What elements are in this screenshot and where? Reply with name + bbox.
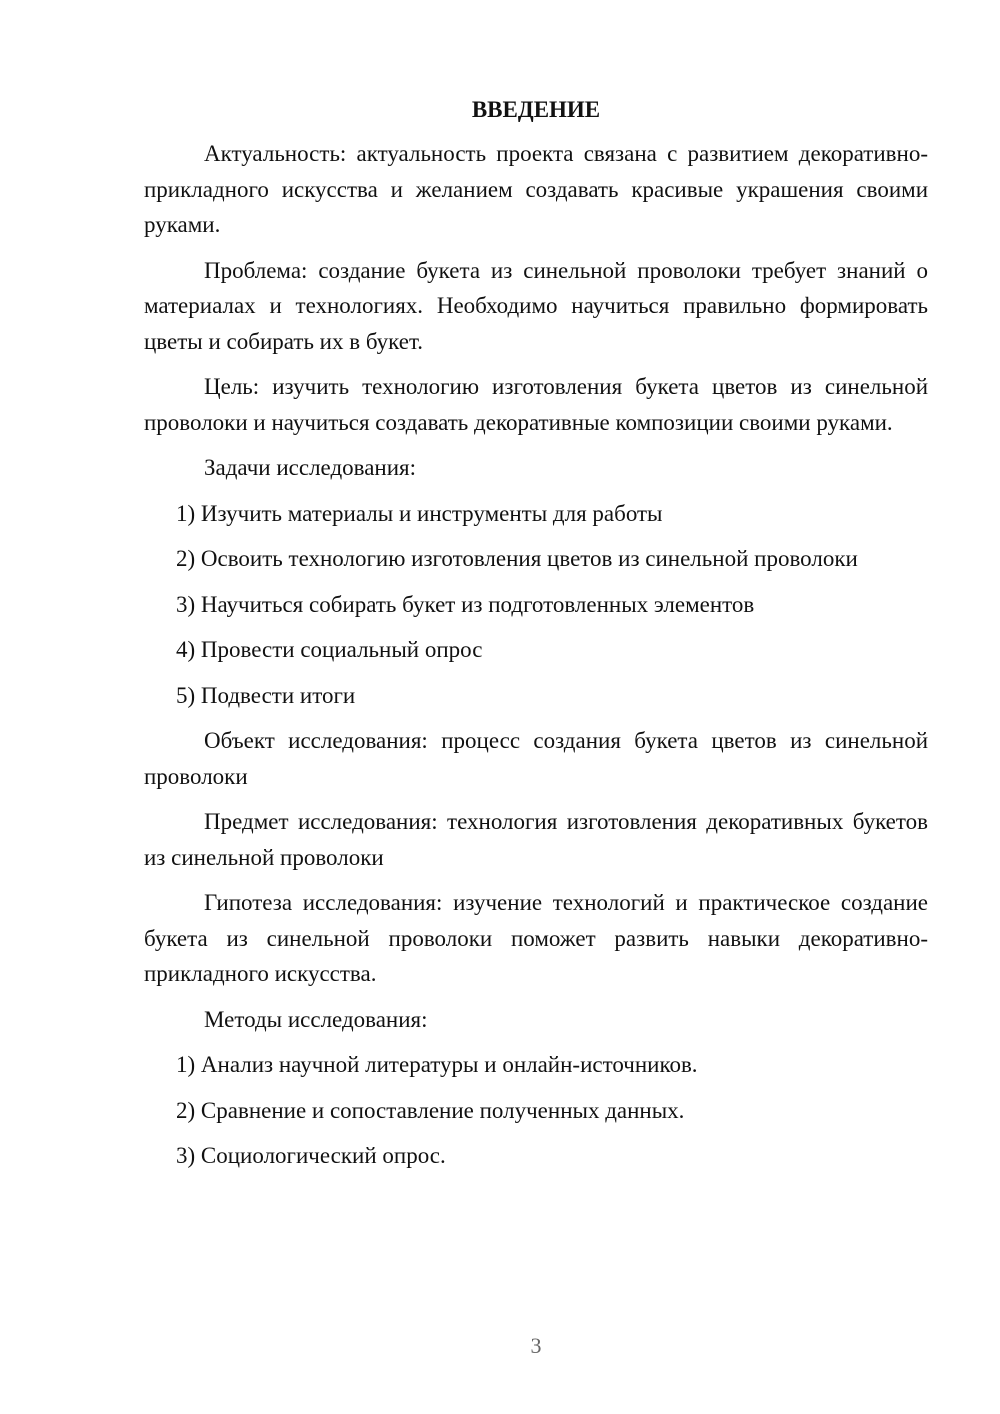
page-title: ВВЕДЕНИЕ — [471, 97, 601, 122]
page-number: 3 — [530, 1333, 542, 1358]
subject-paragraph: Предмет исследования: технология изготовления декоративных букетов из синельной проволоки — [144, 809, 928, 870]
hypothesis-paragraph: Гипотеза исследования: изучение технологий и практическое создание букета из синельной проволоки поможет развить навыки декоративно-прикладного искусства. — [144, 890, 928, 986]
page-content — [144, 94, 928, 1184]
list-item: 3) Научиться собирать букет из подготовленных элементов — [176, 591, 755, 617]
methods-heading: Методы исследования: — [204, 1006, 428, 1032]
list-item: 5) Подвести итоги — [176, 682, 356, 708]
list-item: 1) Изучить материалы и инструменты для работы — [176, 500, 663, 526]
relevance-paragraph: Актуальность: актуальность проекта связана с развитием декоративно-прикладного искусства и желанием создавать красивые украшения своими руками. — [144, 141, 928, 237]
object-paragraph: Объект исследования: процесс создания букета цветов из синельной проволоки — [144, 728, 928, 789]
list-item: 4) Провести социальный опрос — [176, 637, 483, 662]
methods-list — [144, 1047, 928, 1174]
list-item: 1) Анализ научной литературы и онлайн-источников. — [176, 1052, 698, 1077]
list-item: 2) Сравнение и сопоставление полученных данных. — [176, 1097, 685, 1123]
problem-paragraph: Проблема: создание букета из синельной проволоки требует знаний о материалах и технологиях. Необходимо научиться правильно формировать цветы и собирать их в букет. — [144, 257, 928, 354]
tasks-list — [144, 496, 928, 714]
list-item: 3) Социологический опрос. — [176, 1143, 446, 1168]
tasks-heading: Задачи исследования: — [204, 455, 417, 480]
list-item: 2) Освоить технологию изготовления цветов из синельной проволоки — [176, 546, 858, 571]
goal-paragraph: Цель: изучить технологию изготовления букета цветов из синельной проволоки и научиться создавать декоративные композиции своими руками. — [144, 374, 928, 435]
